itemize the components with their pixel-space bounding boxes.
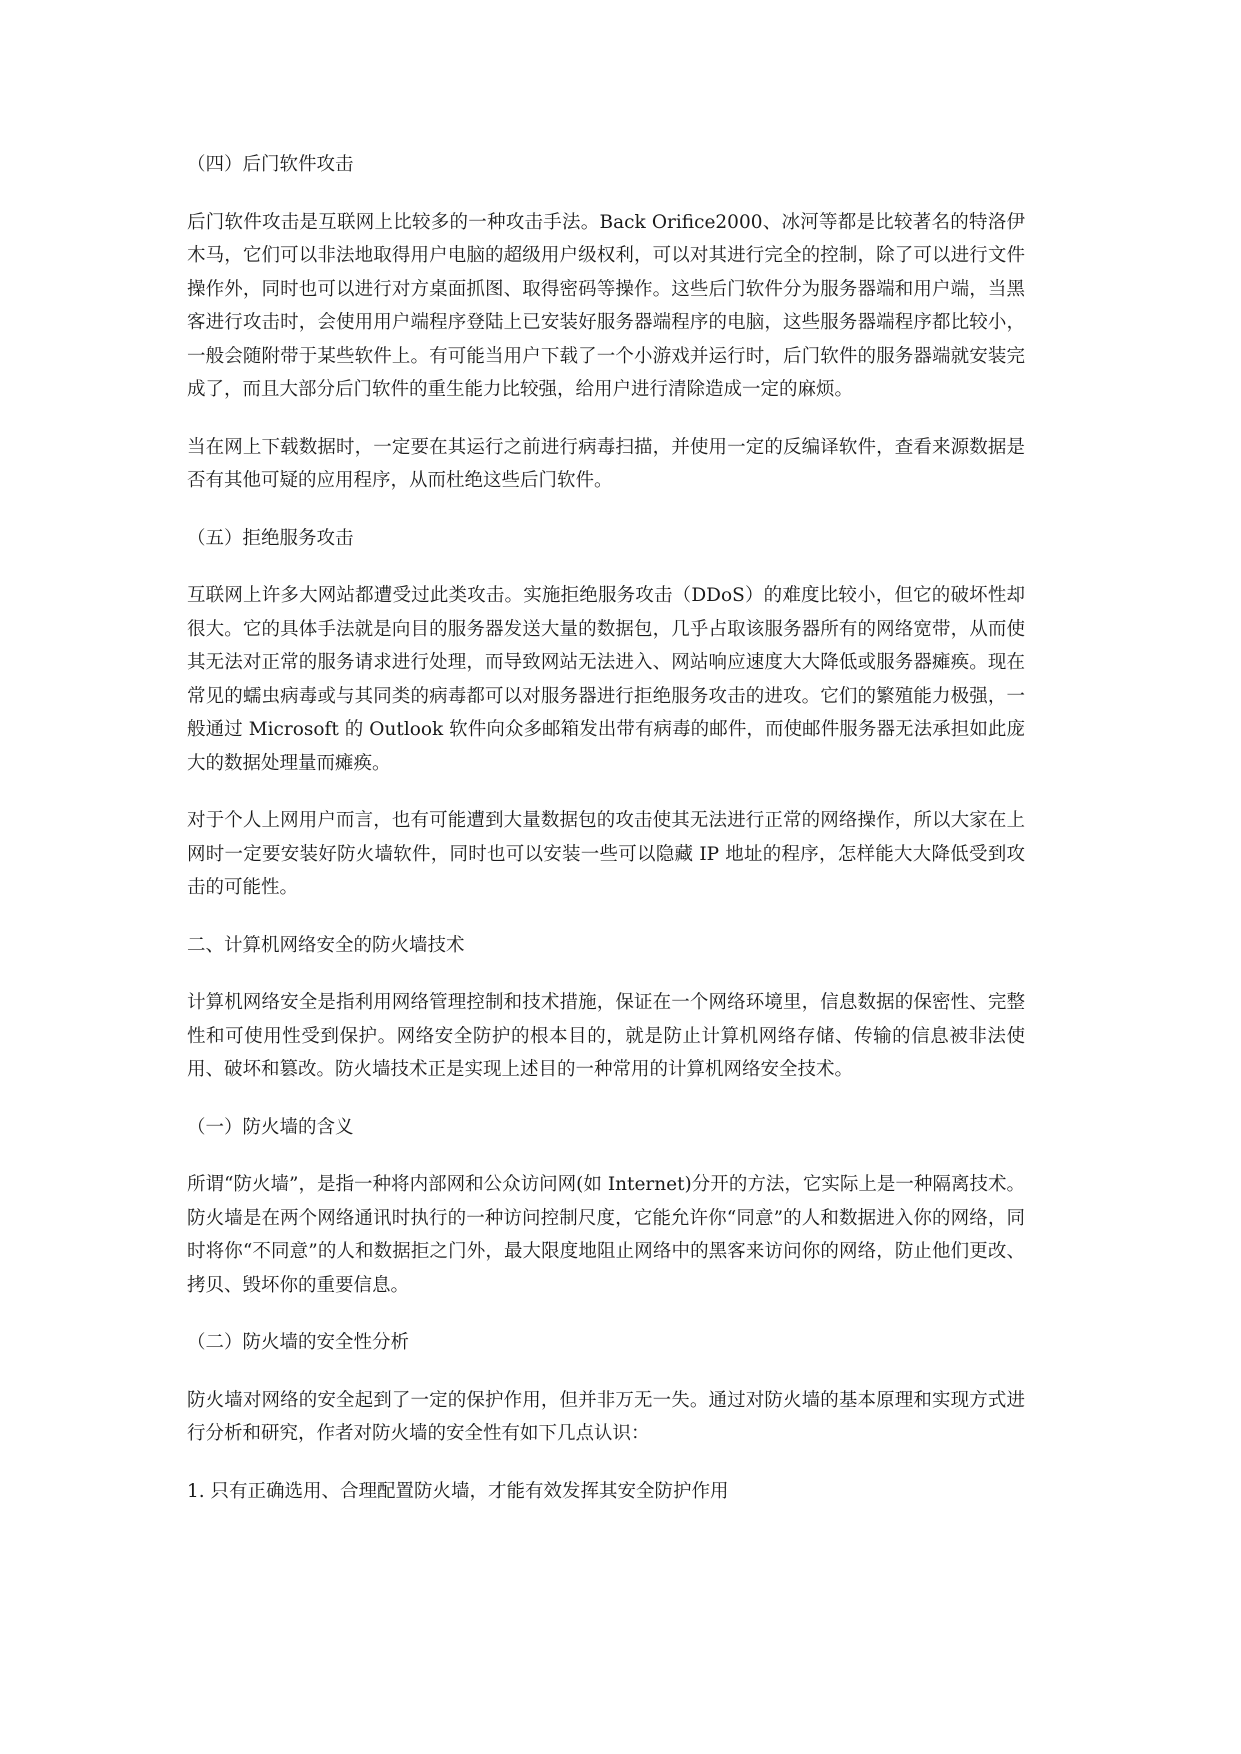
paragraph-firewall-meaning: 所谓“防火墙”，是指一种将内部网和公众访问网(如 Internet)分开的方法，它实际上是一种隔离技术。防火墙是在两个网络通讯时执行的一种访问控制尺度，它能允许你“同意”的人和数据进入你的网络，同时将你“不同意”的人和数据拒之门外，最大限度地阻止网络中的黑客来访问你的网络，防止他们更改、拷贝、毁坏你的重要信息。 (187, 1174, 1025, 1296)
heading-denial-of-service: （五）拒绝服务攻击 (187, 527, 354, 549)
paragraph-firewall-security-analysis: 防火墙对网络的安全起到了一定的保护作用，但并非万无一失。通过对防火墙的基本原理和实现方式进行分析和研究，作者对防火墙的安全性有如下几点认识： (187, 1389, 1025, 1444)
paragraph-dos-description: 互联网上许多大网站都遭受过此类攻击。实施拒绝服务攻击（DDoS）的难度比较小，但它的破坏性却很大。它的具体手法就是向目的服务器发送大量的数据包，几乎占取该服务器所有的网络宽带，从而使其无法对正常的服务请求进行处理，而导致网站无法进入、网站响应速度大大降低或服务器瘫痪。现在常见的蠕虫病毒或与其同类的病毒都可以对服务器进行拒绝服务攻击的进攻。它们的繁殖能力极强，一般通过 Microsoft 的 Outlook 软件向众多邮箱发出带有病毒的邮件，而使邮件服务器无法承担如此庞大的数据处理量而瘫痪。 (187, 585, 1025, 774)
paragraph-backdoor-description: 后门软件攻击是互联网上比较多的一种攻击手法。Back Orifice2000、冰河等都是比较著名的特洛伊木马，它们可以非法地取得用户电脑的超级用户级权利，可以对其进行完全的控制，除了可以进行文件操作外，同时也可以进行对方桌面抓图、取得密码等操作。这些后门软件分为服务器端和用户端，当黑客进行攻击时，会使用用户端程序登陆上已安装好服务器端程序的电脑，这些服务器端程序都比较小，一般会随附带于某些软件上。有可能当用户下载了一个小游戏并运行时，后门软件的服务器端就安装完成了，而且大部分后门软件的重生能力比较强，给用户进行清除造成一定的麻烦。 (187, 211, 1025, 400)
paragraph-firewall-technology: 计算机网络安全是指利用网络管理控制和技术措施，保证在一个网络环境里，信息数据的保密性、完整性和可使用性受到保护。网络安全防护的根本目的，就是防止计算机网络存储、传输的信息被非法使用、破坏和篡改。防火墙技术正是实现上述目的一种常用的计算机网络安全技术。 (187, 992, 1025, 1080)
heading-firewall-security-analysis: （二）防火墙的安全性分析 (187, 1332, 410, 1353)
document-page (187, 148, 1025, 1508)
heading-backdoor-attack: （四）后门软件攻击 (187, 154, 354, 175)
heading-firewall-meaning: （一）防火墙的含义 (187, 1116, 354, 1138)
paragraph-dos-prevention: 对于个人上网用户而言，也有可能遭到大量数据包的攻击使其无法进行正常的网络操作，所以大家在上网时一定要安装好防火墙软件，同时也可以安装一些可以隐藏 IP 地址的程序，怎样能大大降低受到攻击的可能性。 (187, 810, 1025, 898)
paragraph-backdoor-prevention: 当在网上下载数据时，一定要在其运行之前进行病毒扫描，并使用一定的反编译软件，查看来源数据是否有其他可疑的应用程序，从而杜绝这些后门软件。 (187, 436, 1025, 491)
heading-firewall-technology: 二、计算机网络安全的防火墙技术 (187, 934, 465, 956)
list-item-1: 1. 只有正确选用、合理配置防火墙，才能有效发挥其安全防护作用 (187, 1480, 729, 1502)
